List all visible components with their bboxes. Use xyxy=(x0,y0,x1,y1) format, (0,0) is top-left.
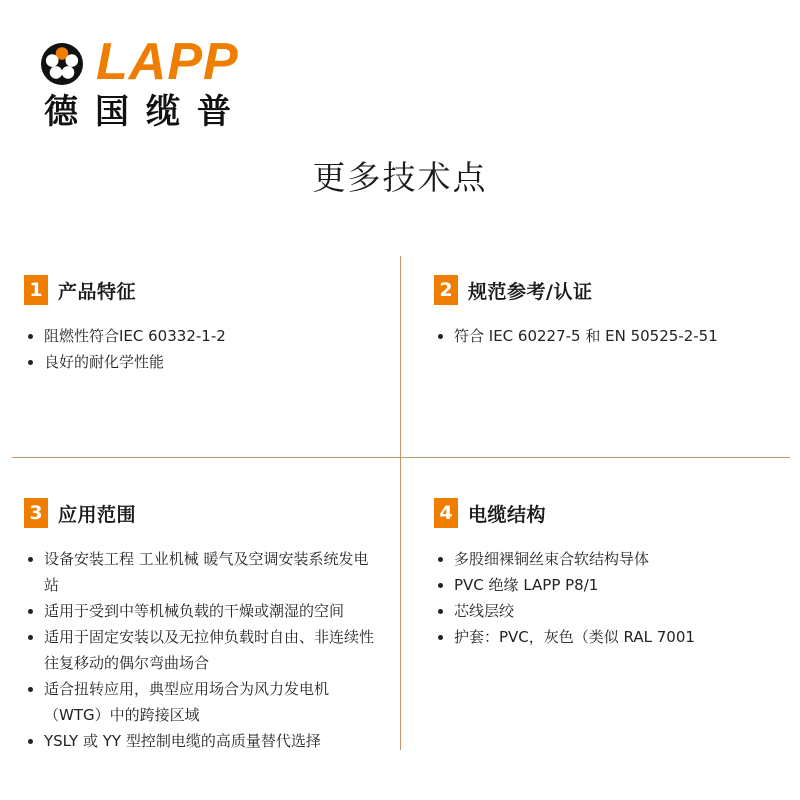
lapp-logo xyxy=(40,33,260,133)
list-item: 符合 IEC 60227-5 和 EN 50525-2-51 xyxy=(434,323,784,349)
list-item: 设备安装工程 工业机械 暖气及空调安装系统发电站 xyxy=(24,546,374,598)
section-cable-structure xyxy=(434,498,784,650)
bullet-list xyxy=(434,546,784,650)
horizontal-divider xyxy=(12,457,790,458)
section-number-badge: 4 xyxy=(434,498,458,528)
section-header xyxy=(434,498,784,528)
section-number-badge: 2 xyxy=(434,275,458,305)
list-item: YSLY 或 YY 型控制电缆的高质量替代选择 xyxy=(24,728,374,754)
page-title: 更多技术点 xyxy=(312,158,488,197)
list-item: 护套：PVC，灰色（类似 RAL 7001 xyxy=(434,624,784,650)
section-number-badge: 1 xyxy=(24,275,48,305)
list-item: PVC 绝缘 LAPP P8/1 xyxy=(434,572,784,598)
section-standards-certification xyxy=(434,275,784,349)
list-item: 多股细裸铜丝束合软结构导体 xyxy=(434,546,784,572)
section-application-range xyxy=(24,498,374,754)
section-header xyxy=(24,275,374,305)
section-header xyxy=(24,498,374,528)
list-item: 阻燃性符合IEC 60332-1-2 xyxy=(24,323,374,349)
bullet-list xyxy=(434,323,784,349)
list-item: 芯线层绞 xyxy=(434,598,784,624)
section-product-features xyxy=(24,275,374,375)
brand-chinese-name: 德国缆普 xyxy=(44,92,248,132)
cable-cross-section-icon xyxy=(40,42,84,86)
list-item: 适用于固定安装以及无拉伸负载时自由、非连续性往复移动的偶尔弯曲场合 xyxy=(24,624,374,676)
list-item: 适合扭转应用，典型应用场合为风力发电机（WTG）中的跨接区域 xyxy=(24,676,374,728)
vertical-divider xyxy=(400,256,401,750)
section-title: 电缆结构 xyxy=(468,503,547,526)
section-number-badge: 3 xyxy=(24,498,48,528)
bullet-list xyxy=(24,323,374,375)
bullet-list xyxy=(24,546,374,754)
section-header xyxy=(434,275,784,305)
section-title: 应用范围 xyxy=(58,503,137,526)
brand-wordmark: LAPP xyxy=(96,33,239,91)
list-item: 适用于受到中等机械负载的干燥或潮湿的空间 xyxy=(24,598,374,624)
list-item: 良好的耐化学性能 xyxy=(24,349,374,375)
section-title: 规范参考/认证 xyxy=(468,280,593,303)
section-title: 产品特征 xyxy=(58,280,137,303)
